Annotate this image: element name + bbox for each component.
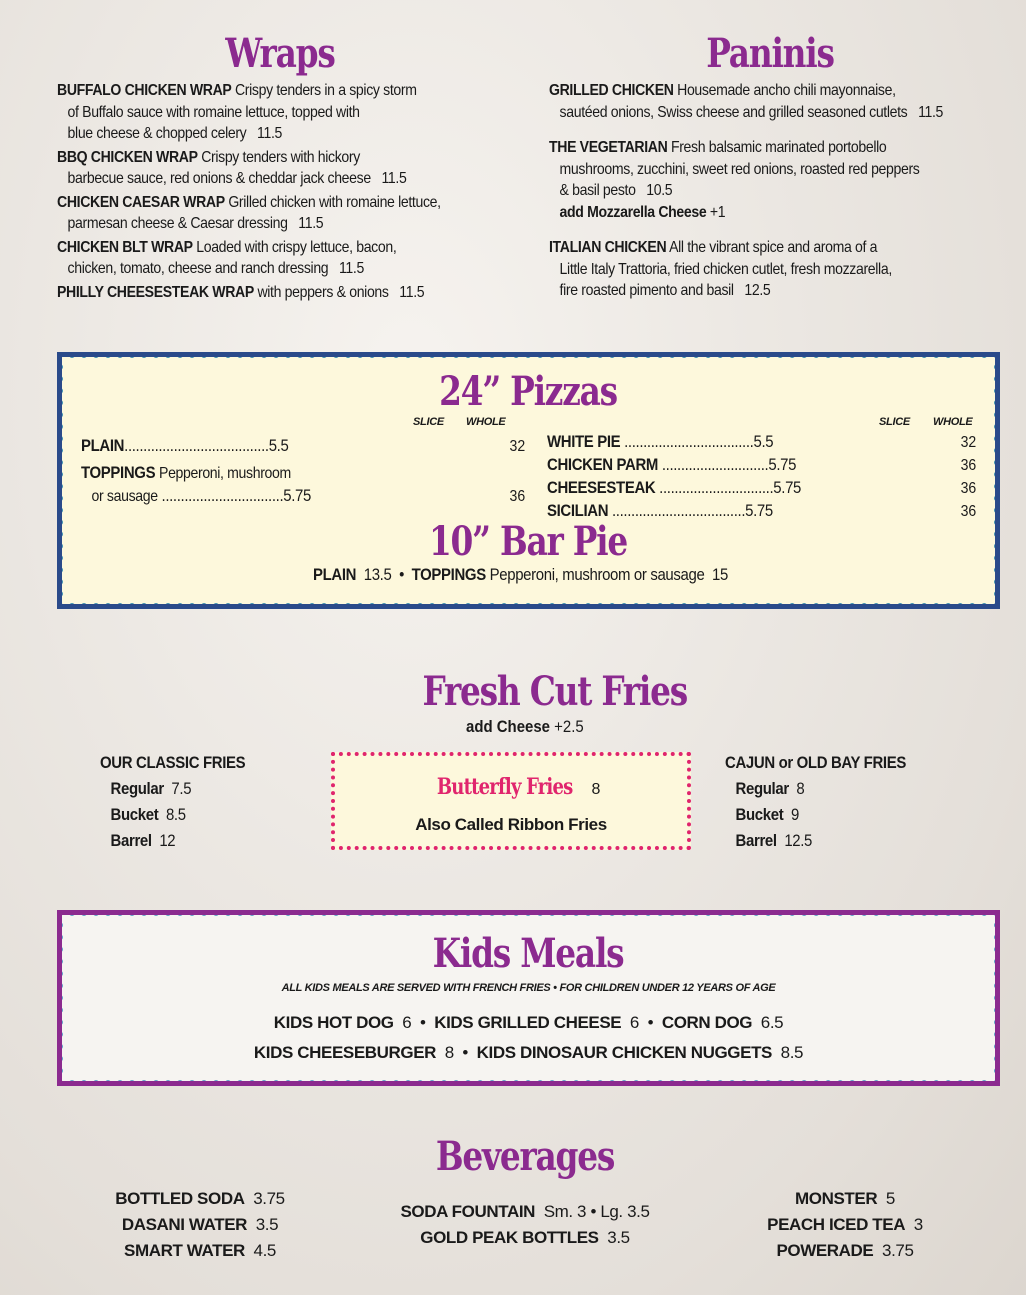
pizza-row: TOPPINGS Pepperoni, mushroom	[81, 463, 291, 482]
barpie-heading: 10” Bar Pie	[428, 518, 628, 565]
beverage-item: POWERADE 3.75	[776, 1241, 914, 1260]
beverages-left	[100, 1186, 300, 1264]
kids-row-2: KIDS CHEESEBURGER 8 • KIDS DINOSAUR CHICKEN NUGGETS 8.5	[253, 1043, 804, 1062]
beverage-item: SMART WATER 4.5	[124, 1241, 276, 1260]
barpie-line: PLAIN 13.5 • TOPPINGS Pepperoni, mushroom or sausage 15	[313, 565, 728, 584]
beverages-right	[745, 1186, 945, 1264]
fries-addon: add Cheese +2.5	[466, 717, 584, 736]
whole-header: WHOLE	[933, 416, 973, 428]
menu-item: THE VEGETARIAN Fresh balsamic marinated portobello mushrooms, zucchini, sweet red onions, roasted red peppers & basil pesto 10.5 add Mozzarella Cheese +1	[549, 139, 920, 221]
beverages-heading: Beverages	[435, 1133, 615, 1180]
beverages-center	[380, 1199, 670, 1251]
pizza-whole-price: 32	[509, 438, 526, 455]
pizzas-heading: 24” Pizzas	[439, 368, 617, 415]
butterfly-fries-title-line	[335, 774, 687, 800]
beverage-item: GOLD PEAK BOTTLES 3.5	[420, 1228, 630, 1247]
pizza-whole-price: 36	[960, 480, 977, 497]
fries-size: Barrel 12	[110, 831, 176, 850]
pizza-row: CHICKEN PARM ............................5.75	[547, 455, 797, 474]
slice-header: SLICE	[413, 416, 444, 428]
pizza-whole-price: 36	[960, 457, 977, 474]
fries-heading: Fresh Cut Fries	[422, 668, 687, 715]
menu-item: BBQ CHICKEN WRAP Crispy tenders with hickory barbecue sauce, red onions & cheddar jack cheese 11.5	[57, 148, 407, 187]
menu-item: GRILLED CHICKEN Housemade ancho chili mayonnaise, sautéed onions, Swiss cheese and grilled seasoned cutlets 11.5	[549, 82, 944, 121]
fries-size: Bucket 9	[735, 805, 799, 824]
wraps-list	[57, 80, 488, 303]
butterfly-fries-title: Butterfly Fries	[436, 774, 573, 800]
kids-row-1: KIDS HOT DOG 6 • KIDS GRILLED CHEESE 6 • CORN DOG 6.5	[273, 1013, 784, 1032]
classic-fries	[100, 750, 245, 854]
beverage-item: BOTTLED SODA 3.75	[115, 1189, 285, 1208]
kids-heading: Kids Meals	[432, 930, 624, 977]
butterfly-fries-box	[331, 752, 691, 850]
pizza-row-cont: or sausage ................................5.75	[91, 486, 311, 505]
fries-size: Regular 8	[735, 779, 805, 798]
fries-size: Regular 7.5	[110, 779, 192, 798]
menu-item: BUFFALO CHICKEN WRAP Crispy tenders in a spicy storm of Buffalo sauce with romaine lettuce, topped with blue cheese & chopped celery 11.5	[57, 82, 417, 142]
menu-item: ITALIAN CHICKEN All the vibrant spice and aroma of a Little Italy Trattoria, fried chicken cutlet, fresh mozzarella, fire roasted pimento and basil 12.5	[549, 239, 892, 299]
butterfly-fries-note: Also Called Ribbon Fries	[415, 815, 607, 834]
pizza-section	[57, 352, 1000, 609]
paninis-list	[549, 80, 971, 302]
cajun-fries-title: CAJUN or OLD BAY FRIES	[725, 753, 906, 772]
pizza-row: WHITE PIE ..................................5.5	[547, 432, 774, 451]
fries-size: Bucket 8.5	[110, 805, 186, 824]
pizza-row: PLAIN......................................5.5	[81, 436, 289, 455]
paninis-heading: Paninis	[706, 30, 834, 77]
pizza-row: SICILIAN ...................................5.75	[547, 501, 773, 520]
butterfly-fries-price: 8	[591, 781, 601, 798]
fries-size: Barrel 12.5	[735, 831, 813, 850]
kids-section	[57, 910, 1000, 1086]
menu-item: CHICKEN CAESAR WRAP Grilled chicken with romaine lettuce, parmesan cheese & Caesar dressing 11.5	[57, 193, 441, 232]
pizza-whole-price: 36	[960, 503, 977, 520]
pizza-whole-price: 32	[960, 434, 977, 451]
pizza-right-list	[547, 432, 977, 532]
whole-header: WHOLE	[466, 416, 506, 428]
beverage-item: MONSTER 5	[795, 1189, 895, 1208]
menu-item: PHILLY CHEESESTEAK WRAP with peppers & onions 11.5	[57, 283, 425, 301]
cajun-fries	[725, 750, 906, 854]
slice-header: SLICE	[879, 416, 910, 428]
pizza-row: CHEESESTEAK ..............................5.75	[547, 478, 802, 497]
pizza-whole-price: 36	[509, 488, 526, 505]
kids-note: ALL KIDS MEALS ARE SERVED WITH FRENCH FRIES • FOR CHILDREN UNDER 12 YEARS OF AGE	[281, 982, 776, 994]
beverage-item: DASANI WATER 3.5	[121, 1215, 279, 1234]
beverage-item: SODA FOUNTAIN Sm. 3 • Lg. 3.5	[400, 1202, 650, 1221]
pizza-left-list	[81, 432, 526, 522]
menu-item: CHICKEN BLT WRAP Loaded with crispy lettuce, bacon, chicken, tomato, cheese and ranch dressing 11.5	[57, 238, 397, 277]
beverage-item: PEACH ICED TEA 3	[767, 1215, 923, 1234]
classic-fries-title: OUR CLASSIC FRIES	[100, 753, 246, 772]
wraps-heading: Wraps	[225, 30, 335, 77]
